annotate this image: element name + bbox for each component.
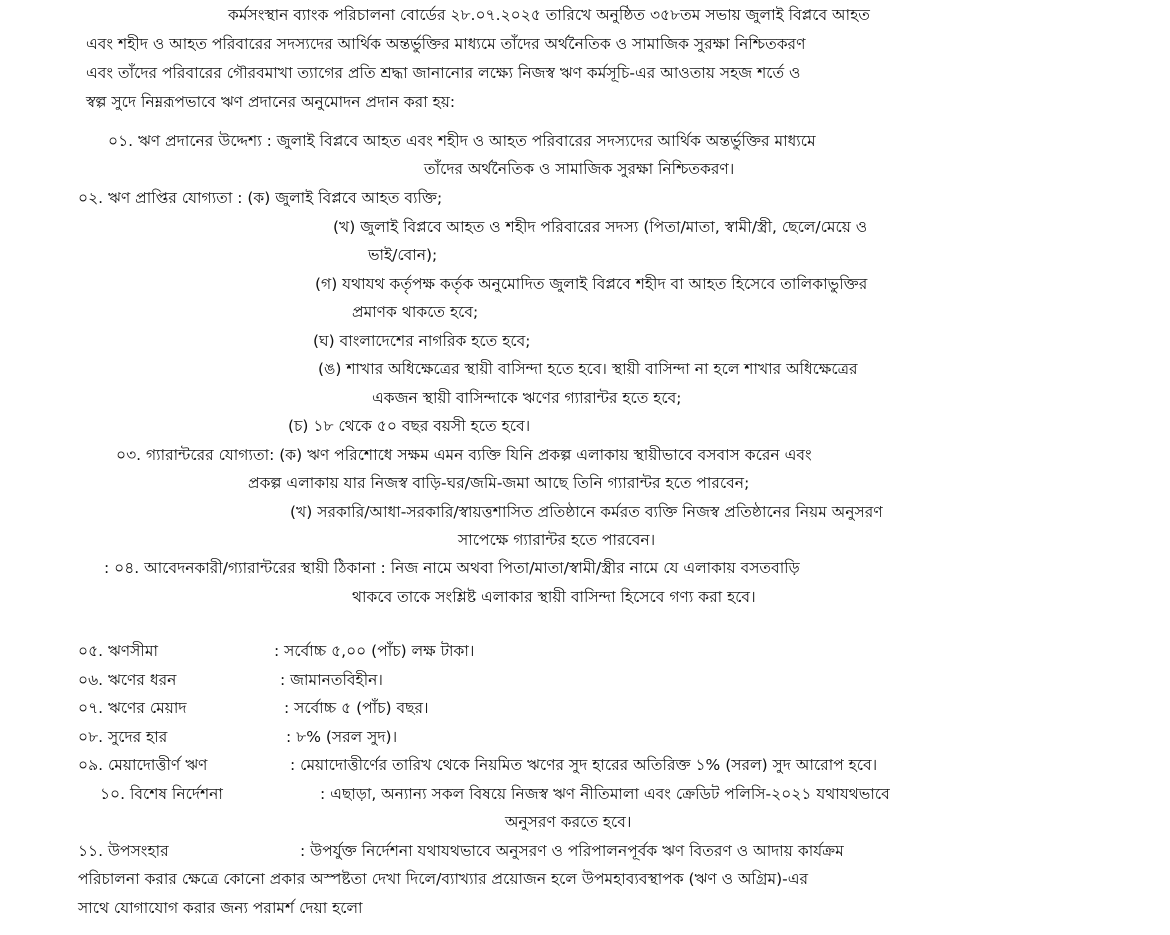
item-02-sub-nga-2: একজন স্থায়ী বাসিন্দাকে ঋণের গ্যারান্টর হতে হবে;: [372, 389, 682, 407]
item-08-label: ০৮. সুদের হার: [78, 728, 168, 746]
item-03-line-2: প্রকল্প এলাকায় যার নিজস্ব বাড়ি-ঘর/জমি-জমা আছে তিনি গ্যারান্টর হতে পারবেন;: [248, 474, 750, 492]
item-08-value: : ৮% (সরল সুদ)।: [286, 728, 398, 746]
item-01-line-2: তাঁদের অর্থনৈতিক ও সামাজিক সুরক্ষা নিশ্চিতকরণ।: [424, 160, 735, 178]
item-11-value-1: : উপর্যুক্ত নির্দেশনা যথাযথভাবে অনুসরণ ও পরিপালনপূর্বক ঋণ বিতরণ ও আদায় কার্যক্রম: [300, 842, 844, 860]
item-07-label: ০৭. ঋণের মেয়াদ: [78, 699, 187, 717]
item-03-line-1: ০৩. গ্যারান্টরের যোগ্যতা: (ক) ঋণ পরিশোধে সক্ষম এমন ব্যক্তি যিনি প্রকল্প এলাকায় স্থায়ীভাবে বসবাস করেন এবং: [116, 446, 812, 464]
item-02-sub-cha: (চ) ১৮ থেকে ৫০ বছর বয়সী হতে হবে।: [288, 417, 531, 435]
item-10-value-1: : এছাড়া, অন্যান্য সকল বিষয়ে নিজস্ব ঋণ নীতিমালা এবং ক্রেডিট পলিসি-২০২১ যথাযথভাবে: [320, 785, 890, 803]
intro-line-1: কর্মসংস্থান ব্যাংক পরিচালনা বোর্ডের ২৮.০৭.২০২৫ তারিখে অনুষ্ঠিত ৩৫৮তম সভায় জুলাই বিপ্লবে আহত: [228, 6, 870, 24]
item-01-line-1: ০১. ঋণ প্রদানের উদ্দেশ্য : জুলাই বিপ্লবে আহত এবং শহীদ ও আহত পরিবারের সদস্যদের আর্থিক অন্তর্ভুক্তির মাধ্যমে: [108, 132, 816, 150]
item-09-value: : মেয়াদোত্তীর্ণের তারিখ থেকে নিয়মিত ঋণের সুদ হারের অতিরিক্ত ১% (সরল) সুদ আরোপ হবে।: [290, 756, 878, 774]
item-10-label: ১০. বিশেষ নির্দেশনা: [100, 785, 223, 803]
item-02-line-1: ০২. ঋণ প্রাপ্তির যোগ্যতা : (ক) জুলাই বিপ্লবে আহত ব্যক্তি;: [78, 189, 443, 207]
item-06-label: ০৬. ঋণের ধরন: [78, 671, 177, 689]
intro-line-2: এবং শহীদ ও আহত পরিবারের সদস্যদের আর্থিক অন্তর্ভুক্তির মাধ্যমে তাঁদের অর্থনৈতিক ও সামাজিক সুরক্ষা নিশ্চিতকরণ: [86, 35, 806, 53]
item-07-value: : সর্বোচ্চ ৫ (পাঁচ) বছর।: [284, 699, 429, 717]
item-11-value-3: সাথে যোগাযোগ করার জন্য পরামর্শ দেয়া হলো: [78, 899, 363, 917]
item-11-label: ১১. উপসংহার: [78, 842, 169, 860]
item-03-sub-kha-1: (খ) সরকারি/আধা-সরকারি/স্বায়ত্তশাসিত প্রতিষ্ঠানে কর্মরত ব্যক্তি নিজস্ব প্রতিষ্ঠানের নিয়ম অনুসরণ: [290, 503, 883, 521]
intro-line-4: স্বল্প সুদে নিম্নরূপভাবে ঋণ প্রদানের অনুমোদন প্রদান করা হয়:: [86, 93, 456, 111]
item-06-value: : জামানতবিহীন।: [280, 671, 383, 689]
item-02-sub-kha-2: ভাই/বোন);: [368, 246, 438, 264]
item-10-value-2: অনুসরণ করতে হবে।: [505, 813, 632, 831]
item-02-sub-nga-1: (ঙ) শাখার অধিক্ষেত্রের স্থায়ী বাসিন্দা হতে হবে। স্থায়ী বাসিন্দা না হলে শাখার অধিক্ষেত্রের: [318, 360, 858, 378]
item-11-value-2: পরিচালনা করার ক্ষেত্রে কোনো প্রকার অস্পষ্টতা দেখা দিলে/ব্যাখ্যার প্রয়োজন হলে উপমহাব্যবস্থাপক (ঋণ ও অগ্রিম)-এর: [78, 870, 809, 888]
item-09-label: ০৯. মেয়াদোত্তীর্ণ ঋণ: [78, 756, 208, 774]
item-02-sub-gha: (ঘ) বাংলাদেশের নাগরিক হতে হবে;: [313, 332, 531, 350]
item-04-line-1: : ০৪. আবেদনকারী/গ্যারান্টরের স্থায়ী ঠিকানা : নিজ নামে অথবা পিতা/মাতা/স্বামী/স্ত্রীর নামে যে এলাকায় বসতবাড়ি: [104, 559, 800, 577]
item-05-value: : সর্বোচ্চ ৫,০০ (পাঁচ) লক্ষ টাকা।: [274, 642, 475, 660]
item-04-line-2: থাকবে তাকে সংশ্লিষ্ট এলাকার স্থায়ী বাসিন্দা হিসেবে গণ্য করা হবে।: [352, 588, 756, 606]
item-02-sub-kha-1: (খ) জুলাই বিপ্লবে আহত ও শহীদ পরিবারের সদস্য (পিতা/মাতা, স্বামী/স্ত্রী, ছেলে/মেয়ে ও: [333, 218, 868, 236]
item-03-sub-kha-2: সাপেক্ষে গ্যারান্টর হতে পারবেন।: [458, 531, 656, 549]
item-05-label: ০৫. ঋণসীমা: [78, 642, 158, 660]
item-02-sub-ga-2: প্রমাণক থাকতে হবে;: [352, 303, 479, 321]
item-02-sub-ga-1: (গ) যথাযথ কর্তৃপক্ষ কর্তৃক অনুমোদিত জুলাই বিপ্লবে শহীদ বা আহত হিসেবে তালিকাভুক্তির: [315, 275, 868, 293]
intro-line-3: এবং তাঁদের পরিবারের গৌরবমাখা ত্যাগের প্রতি শ্রদ্ধা জানানোর লক্ষ্যে নিজস্ব ঋণ কর্মসূচি-এর আওতায় সহজ শর্তে ও: [86, 64, 801, 82]
